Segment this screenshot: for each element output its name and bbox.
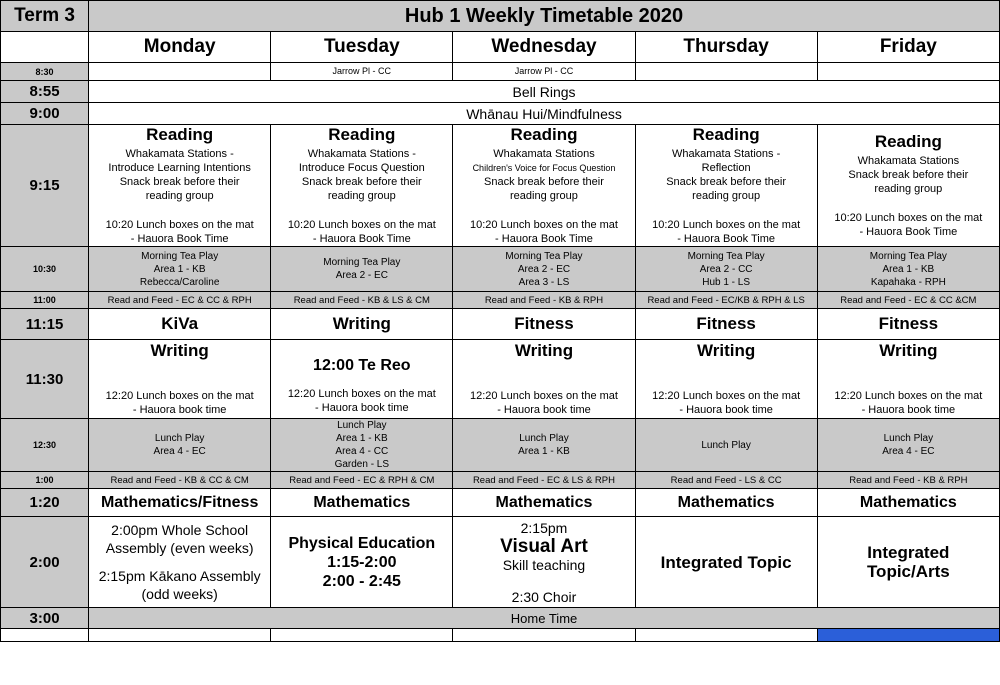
lunch-play-friday: Lunch Play Area 4 - EC: [817, 419, 999, 472]
reading-lunch-note: 10:20 Lunch boxes on the mat - Hauora Book Time: [469, 219, 618, 245]
time-label-100: 1:00: [1, 472, 89, 489]
row-300: [1, 608, 1000, 629]
block-200-friday: Integrated Topic/Arts: [817, 517, 999, 608]
title-row: [1, 1, 1000, 32]
reading-title: Reading: [510, 125, 578, 144]
row-1230: [1, 419, 1000, 472]
block-200-monday: 2:00pm Whole School Assembly (even weeks) 2:15pm Kākano Assembly (odd weeks): [89, 517, 271, 608]
block-120-tuesday: Mathematics: [271, 489, 453, 517]
read-feed-friday: Read and Feed - EC & CC &CM: [817, 292, 999, 309]
read-feed-thursday: Read and Feed - EC/KB & RPH & LS: [635, 292, 817, 309]
row-900: [1, 103, 1000, 125]
time-label-830: 8:30: [1, 63, 89, 81]
time-label-900: 9:00: [1, 103, 89, 125]
footer-cell-4: [453, 629, 635, 642]
day-header-wednesday: Wednesday: [453, 32, 635, 63]
day-header-row: [1, 32, 1000, 63]
writing-lunch-note: 12:20 Lunch boxes on the mat - Hauora book time: [834, 390, 983, 416]
block-120-thursday: Mathematics: [635, 489, 817, 517]
reading-thursday: [635, 125, 817, 247]
footer-cell-3: [271, 629, 453, 642]
home-time: Home Time: [89, 608, 1000, 629]
row-1130: [1, 340, 1000, 419]
reading-lunch-note: 10:20 Lunch boxes on the mat - Hauora Book Time: [834, 212, 983, 238]
morning-tea-wednesday: Morning Tea Play Area 2 - EC Area 3 - LS: [453, 247, 635, 292]
row-120: [1, 489, 1000, 517]
term-label: Term 3: [1, 1, 89, 32]
block-200-tuesday: Physical Education 1:15-2:00 2:00 - 2:45: [271, 517, 453, 608]
te-reo-label: 12:00 Te Reo: [313, 357, 411, 374]
reading-title: Reading: [692, 125, 760, 144]
block-120-wednesday: Mathematics: [453, 489, 635, 517]
reading-detail: Whakamata Stations - Introduce Focus Question Snack break before their reading group: [298, 148, 425, 202]
block-1130-wednesday: [453, 340, 635, 419]
reading-monday: [89, 125, 271, 247]
writing-title: Writing: [514, 341, 574, 360]
row-1115: [1, 309, 1000, 340]
time-label-855: 8:55: [1, 81, 89, 103]
row-855: [1, 81, 1000, 103]
morning-tea-friday: Morning Tea Play Area 1 - KB Kapahaka - RPH: [817, 247, 999, 292]
block-1115-wednesday: Fitness: [453, 309, 635, 340]
writing-lunch-note: 12:20 Lunch boxes on the mat - Hauora book time: [105, 390, 254, 416]
time-label-200: 2:00: [1, 517, 89, 608]
reading-title: Reading: [146, 125, 214, 144]
spacer: [89, 557, 270, 567]
read-feed-pm-wednesday: Read and Feed - EC & LS & RPH: [453, 472, 635, 489]
footer-cell-selected: [817, 629, 999, 642]
morning-tea-thursday: Morning Tea Play Area 2 - CC Hub 1 - LS: [635, 247, 817, 292]
reading-title: Reading: [874, 132, 942, 151]
block-200-thursday: Integrated Topic: [635, 517, 817, 608]
whanau-hui: Whānau Hui/Mindfulness: [89, 103, 1000, 125]
bell-rings: Bell Rings: [89, 81, 1000, 103]
block-200-wednesday: 2:15pm Visual Art Skill teaching 2:30 Choir: [453, 517, 635, 608]
time-label-1115: 11:15: [1, 309, 89, 340]
time-label-300: 3:00: [1, 608, 89, 629]
row-915: [1, 125, 1000, 247]
duty-friday: [817, 63, 999, 81]
row-100: [1, 472, 1000, 489]
block-120-monday: Mathematics/Fitness: [89, 489, 271, 517]
lunch-play-monday: Lunch Play Area 4 - EC: [89, 419, 271, 472]
read-feed-pm-thursday: Read and Feed - LS & CC: [635, 472, 817, 489]
block-1130-friday: [817, 340, 999, 419]
writing-title: Writing: [150, 341, 209, 360]
time-label-1130: 11:30: [1, 340, 89, 419]
reading-detail: Whakamata Stations - Reflection Snack break before their reading group: [666, 148, 787, 202]
day-header-thursday: Thursday: [635, 32, 817, 63]
row-830: [1, 63, 1000, 81]
read-feed-pm-monday: Read and Feed - KB & CC & CM: [89, 472, 271, 489]
time-label-1230: 12:30: [1, 419, 89, 472]
footer-cell-1: [1, 629, 89, 642]
writing-lunch-note: 12:20 Lunch boxes on the mat - Hauora book time: [287, 388, 436, 414]
reading-detail: Whakamata Stations Children's Voice for Focus Question Snack break before their reading group: [472, 148, 616, 202]
reading-detail: Whakamata Stations - Introduce Learning Intentions Snack break before their reading group: [108, 148, 251, 202]
lunch-play-wednesday: Lunch Play Area 1 - KB: [453, 419, 635, 472]
writing-title: Writing: [879, 341, 938, 360]
read-feed-pm-tuesday: Read and Feed - EC & RPH & CM: [271, 472, 453, 489]
reading-detail: Whakamata Stations Snack break before their reading group: [848, 155, 969, 195]
lunch-play-thursday: Lunch Play: [635, 419, 817, 472]
corner-cell: [1, 32, 89, 63]
time-label-1030: 10:30: [1, 247, 89, 292]
lunch-play-tuesday: Lunch Play Area 1 - KB Area 4 - CC Garden - LS: [271, 419, 453, 472]
day-header-monday: Monday: [89, 32, 271, 63]
duty-monday: [89, 63, 271, 81]
read-feed-tuesday: Read and Feed - KB & LS & CM: [271, 292, 453, 309]
time-label-915: 9:15: [1, 125, 89, 247]
reading-lunch-note: 10:20 Lunch boxes on the mat - Hauora Book Time: [287, 219, 436, 245]
duty-wednesday: Jarrow Pl - CC: [453, 63, 635, 81]
block-120-friday: Mathematics: [817, 489, 999, 517]
read-feed-pm-friday: Read and Feed - KB & RPH: [817, 472, 999, 489]
footer-cell-5: [635, 629, 817, 642]
footer-row: [1, 629, 1000, 642]
block-1130-thursday: [635, 340, 817, 419]
writing-title: Writing: [697, 341, 756, 360]
duty-thursday: [635, 63, 817, 81]
morning-tea-tuesday: Morning Tea Play Area 2 - EC: [271, 247, 453, 292]
block-1115-friday: Fitness: [817, 309, 999, 340]
reading-tuesday: [271, 125, 453, 247]
reading-lunch-note: 10:20 Lunch boxes on the mat - Hauora Book Time: [652, 219, 801, 245]
block-1115-monday: KiVa: [89, 309, 271, 340]
block-1130-tuesday: [271, 340, 453, 419]
writing-lunch-note: 12:20 Lunch boxes on the mat - Hauora book time: [652, 390, 801, 416]
reading-title: Reading: [328, 125, 396, 144]
reading-lunch-note: 10:20 Lunch boxes on the mat - Hauora Book Time: [105, 219, 254, 245]
spacer: [453, 574, 634, 588]
time-label-120: 1:20: [1, 489, 89, 517]
block-1130-monday: [89, 340, 271, 419]
timetable-title: Hub 1 Weekly Timetable 2020: [89, 1, 1000, 32]
read-feed-wednesday: Read and Feed - KB & RPH: [453, 292, 635, 309]
row-1030: [1, 247, 1000, 292]
row-200: [1, 517, 1000, 608]
footer-cell-2: [89, 629, 271, 642]
day-header-tuesday: Tuesday: [271, 32, 453, 63]
reading-wednesday: [453, 125, 635, 247]
reading-friday: [817, 125, 999, 247]
block-1115-tuesday: Writing: [271, 309, 453, 340]
row-1100: [1, 292, 1000, 309]
time-label-1100: 11:00: [1, 292, 89, 309]
block-1115-thursday: Fitness: [635, 309, 817, 340]
writing-lunch-note: 12:20 Lunch boxes on the mat - Hauora book time: [469, 390, 618, 416]
duty-tuesday: Jarrow Pl - CC: [271, 63, 453, 81]
day-header-friday: Friday: [817, 32, 999, 63]
morning-tea-monday: Morning Tea Play Area 1 - KB Rebecca/Caroline: [89, 247, 271, 292]
read-feed-monday: Read and Feed - EC & CC & RPH: [89, 292, 271, 309]
